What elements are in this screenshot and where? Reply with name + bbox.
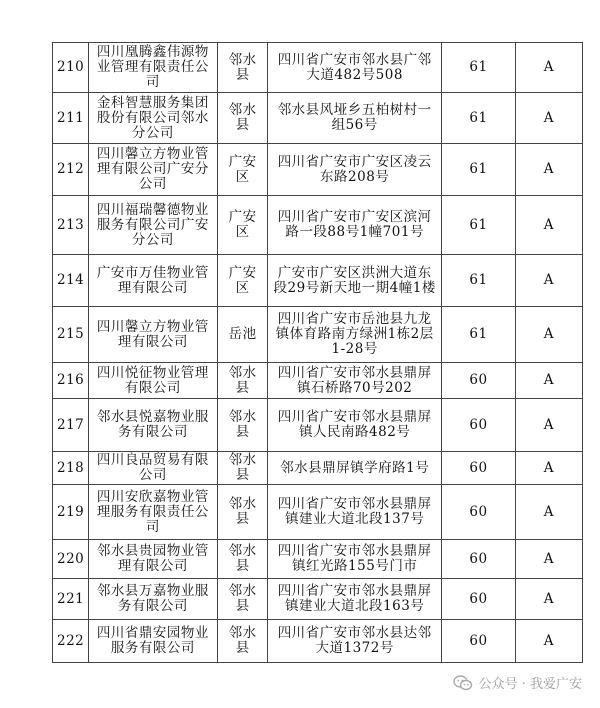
grade-cell: A [515,196,582,255]
address-cell: 四川省广安市邻水县达邻大道1372号 [268,620,442,663]
county-cell: 邻水县 [218,399,268,452]
county-cell: 广安区 [218,255,268,307]
company-name-cell: 四川凰腾鑫伟源物业管理有限责任公司 [88,43,217,93]
address-cell: 四川省广安市邻水县鼎屏镇人民南路482号 [268,399,442,452]
address-cell: 广安市广安区洪洲大道东段29号新天地一期4幢1楼 [268,255,442,307]
company-name-cell: 邻水县万嘉物业服务有限公司 [88,579,217,620]
table-row [53,196,583,255]
grade-cell: A [515,452,582,485]
score-cell: 61 [442,93,515,144]
company-name-cell: 四川良品贸易有限公司 [88,452,217,485]
county-cell: 邻水县 [218,540,268,579]
company-name-cell: 广安市万佳物业管理有限公司 [88,255,217,307]
score-cell: 61 [442,307,515,363]
enterprise-table [52,42,583,663]
company-name-cell: 邻水县贵园物业管理有限公司 [88,540,217,579]
row-number-cell: 217 [53,399,89,452]
table-row [53,363,583,399]
score-cell: 60 [442,485,515,540]
row-number-cell: 212 [53,144,89,196]
address-cell: 四川省广安市邻水县鼎屏镇建业大道北段163号 [268,579,442,620]
company-name-cell: 四川安欣嘉物业管理服务有限责任公司 [88,485,217,540]
address-cell: 四川省广安市邻水县广邻大道482号508 [268,43,442,93]
address-cell: 邻水县鼎屏镇学府路1号 [268,452,442,485]
county-cell: 邻水县 [218,485,268,540]
score-cell: 60 [442,452,515,485]
table-row [53,452,583,485]
table-row [53,399,583,452]
wechat-icon [453,675,473,691]
county-cell: 邻水县 [218,579,268,620]
county-cell: 岳池 [218,307,268,363]
company-name-cell: 四川馨立方物业管理有限公司 [88,307,217,363]
score-cell: 60 [442,363,515,399]
grade-cell: A [515,307,582,363]
score-cell: 61 [442,43,515,93]
row-number-cell: 219 [53,485,89,540]
table-row [53,307,583,363]
row-number-cell: 216 [53,363,89,399]
company-name-cell: 金科智慧服务集团股份有限公司邻水分公司 [88,93,217,144]
table-row [53,255,583,307]
row-number-cell: 214 [53,255,89,307]
table-body [53,43,583,663]
table-row [53,43,583,93]
grade-cell: A [515,363,582,399]
grade-cell: A [515,540,582,579]
row-number-cell: 221 [53,579,89,620]
row-number-cell: 210 [53,43,89,93]
county-cell: 邻水县 [218,452,268,485]
score-cell: 60 [442,399,515,452]
score-cell: 61 [442,144,515,196]
grade-cell: A [515,255,582,307]
address-cell: 四川省广安市邻水县鼎屏镇红光路155号门市 [268,540,442,579]
county-cell: 邻水县 [218,93,268,144]
table-row [53,93,583,144]
table-row [53,485,583,540]
row-number-cell: 213 [53,196,89,255]
row-number-cell: 220 [53,540,89,579]
watermark-text: 公众号 · 我爱广安 [478,677,582,692]
address-cell: 四川省广安市邻水县鼎屏镇建业大道北段137号 [268,485,442,540]
table-row [53,620,583,663]
score-cell: 61 [442,196,515,255]
company-name-cell: 四川馨立方物业管理有限公司广安分公司 [88,144,217,196]
watermark [453,673,582,692]
row-number-cell: 222 [53,620,89,663]
grade-cell: A [515,93,582,144]
row-number-cell: 215 [53,307,89,363]
address-cell: 四川省广安市邻水县鼎屏镇石桥路70号202 [268,363,442,399]
grade-cell: A [515,579,582,620]
address-cell: 四川省广安市广安区凌云东路208号 [268,144,442,196]
score-cell: 60 [442,540,515,579]
table-row [53,579,583,620]
row-number-cell: 218 [53,452,89,485]
grade-cell: A [515,144,582,196]
score-cell: 61 [442,255,515,307]
company-name-cell: 四川悦征物业管理有限公司 [88,363,217,399]
county-cell: 邻水县 [218,620,268,663]
score-cell: 60 [442,620,515,663]
company-name-cell: 邻水县悦嘉物业服务有限公司 [88,399,217,452]
company-name-cell: 四川省鼎安园物业服务有限公司 [88,620,217,663]
grade-cell: A [515,399,582,452]
county-cell: 广安区 [218,196,268,255]
company-name-cell: 四川福瑞馨德物业服务有限公司广安分公司 [88,196,217,255]
grade-cell: A [515,43,582,93]
row-number-cell: 211 [53,93,89,144]
address-cell: 邻水县风垭乡五柏树村一组56号 [268,93,442,144]
county-cell: 广安区 [218,144,268,196]
grade-cell: A [515,620,582,663]
table-row [53,144,583,196]
county-cell: 邻水县 [218,43,268,93]
address-cell: 四川省广安市岳池县九龙镇体育路南方绿洲1栋2层1-28号 [268,307,442,363]
table-row [53,540,583,579]
county-cell: 邻水县 [218,363,268,399]
address-cell: 四川省广安市广安区滨河路一段88号1幢701号 [268,196,442,255]
score-cell: 60 [442,579,515,620]
grade-cell: A [515,485,582,540]
